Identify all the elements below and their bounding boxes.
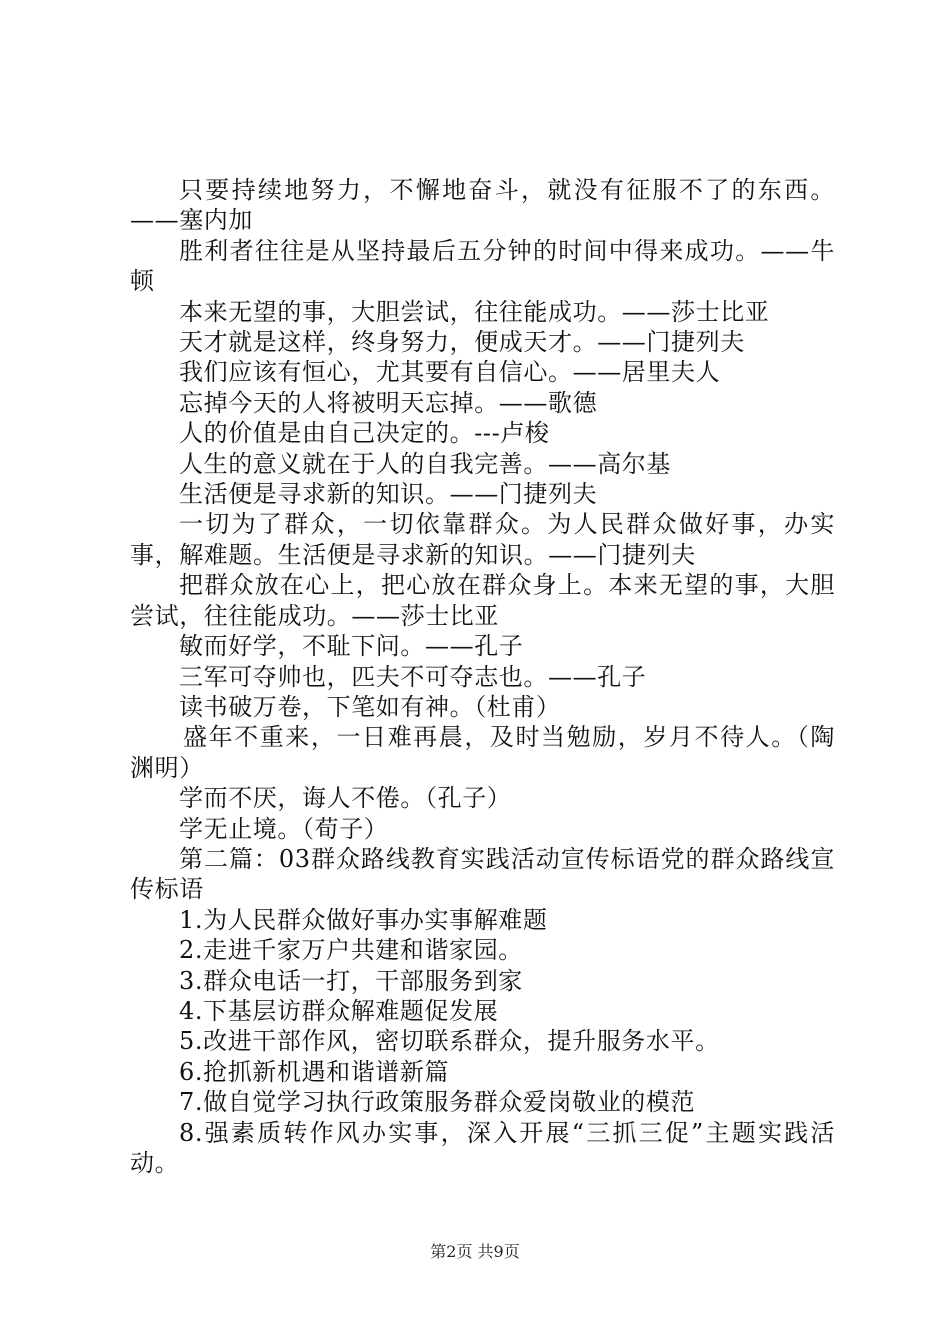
paragraph: 把群众放在心上，把心放在群众身上。本来无望的事，大胆尝试，往往能成功。——莎士比亚 (130, 571, 835, 630)
paragraph: 读书破万卷，下笔如有神。（杜甫） (179, 692, 561, 721)
page-number: 第2页 共9页 (430, 1242, 520, 1261)
paragraph: 盛年不重来，一日难再晨，及时当勉励，岁月不待人。（陶渊明） (130, 723, 835, 782)
paragraph: 人生的意义就在于人的自我完善。——高尔基 (179, 449, 671, 478)
list-item: 4.下基层访群众解难题促发展 (179, 996, 499, 1025)
paragraph: 胜利者往往是从坚持最后五分钟的时间中得来成功。——牛顿 (130, 236, 835, 296)
list-item: 5.改进干部作风，密切联系群众，提升服务水平。 (179, 1027, 720, 1056)
list-item: 1.为人民群众做好事办实事解难题 (179, 905, 548, 934)
document-body (130, 175, 835, 1178)
section-heading: 第二篇：03群众路线教育实践活动宣传标语党的群众路线宣传标语 (130, 844, 835, 904)
list-item: 7.做自觉学习执行政策服务群众爱岗敬业的模范 (179, 1088, 696, 1117)
paragraph: 忘掉今天的人将被明天忘掉。——歌德 (179, 388, 598, 417)
paragraph: 天才就是这样，终身努力，便成天才。——门捷列夫 (179, 328, 745, 357)
list-item: 8.强素质转作风办实事，深入开展“三抓三促”主题实践活动。 (130, 1118, 835, 1177)
paragraph: 学无止境。（荀子） (179, 814, 389, 843)
list-item: 6.抢抓新机遇和谐谱新篇 (179, 1057, 450, 1086)
paragraph: 人的价值是由自己决定的。---卢梭 (179, 419, 550, 448)
paragraph: 敏而好学，不耻下问。——孔子 (179, 632, 524, 661)
list-item: 3.群众电话一打，干部服务到家 (179, 966, 523, 995)
paragraph: 生活便是寻求新的知识。——门捷列夫 (179, 480, 598, 509)
paragraph: 三军可夺帅也，匹夫不可夺志也。——孔子 (179, 662, 647, 691)
list-item: 2.走进千家万户共建和谐家园。 (179, 936, 523, 965)
paragraph: 本来无望的事，大胆尝试，往往能成功。——莎士比亚 (179, 297, 770, 326)
paragraph: 一切为了群众，一切依靠群众。为人民群众做好事，办实事，解难题。生活便是寻求新的知识。——门捷列夫 (130, 510, 835, 569)
paragraph: 我们应该有恒心，尤其要有自信心。——居里夫人 (179, 358, 721, 387)
paragraph: 只要持续地努力，不懈地奋斗，就没有征服不了的东西。——塞内加 (130, 176, 835, 235)
paragraph: 学而不厌，诲人不倦。（孔子） (179, 784, 512, 813)
